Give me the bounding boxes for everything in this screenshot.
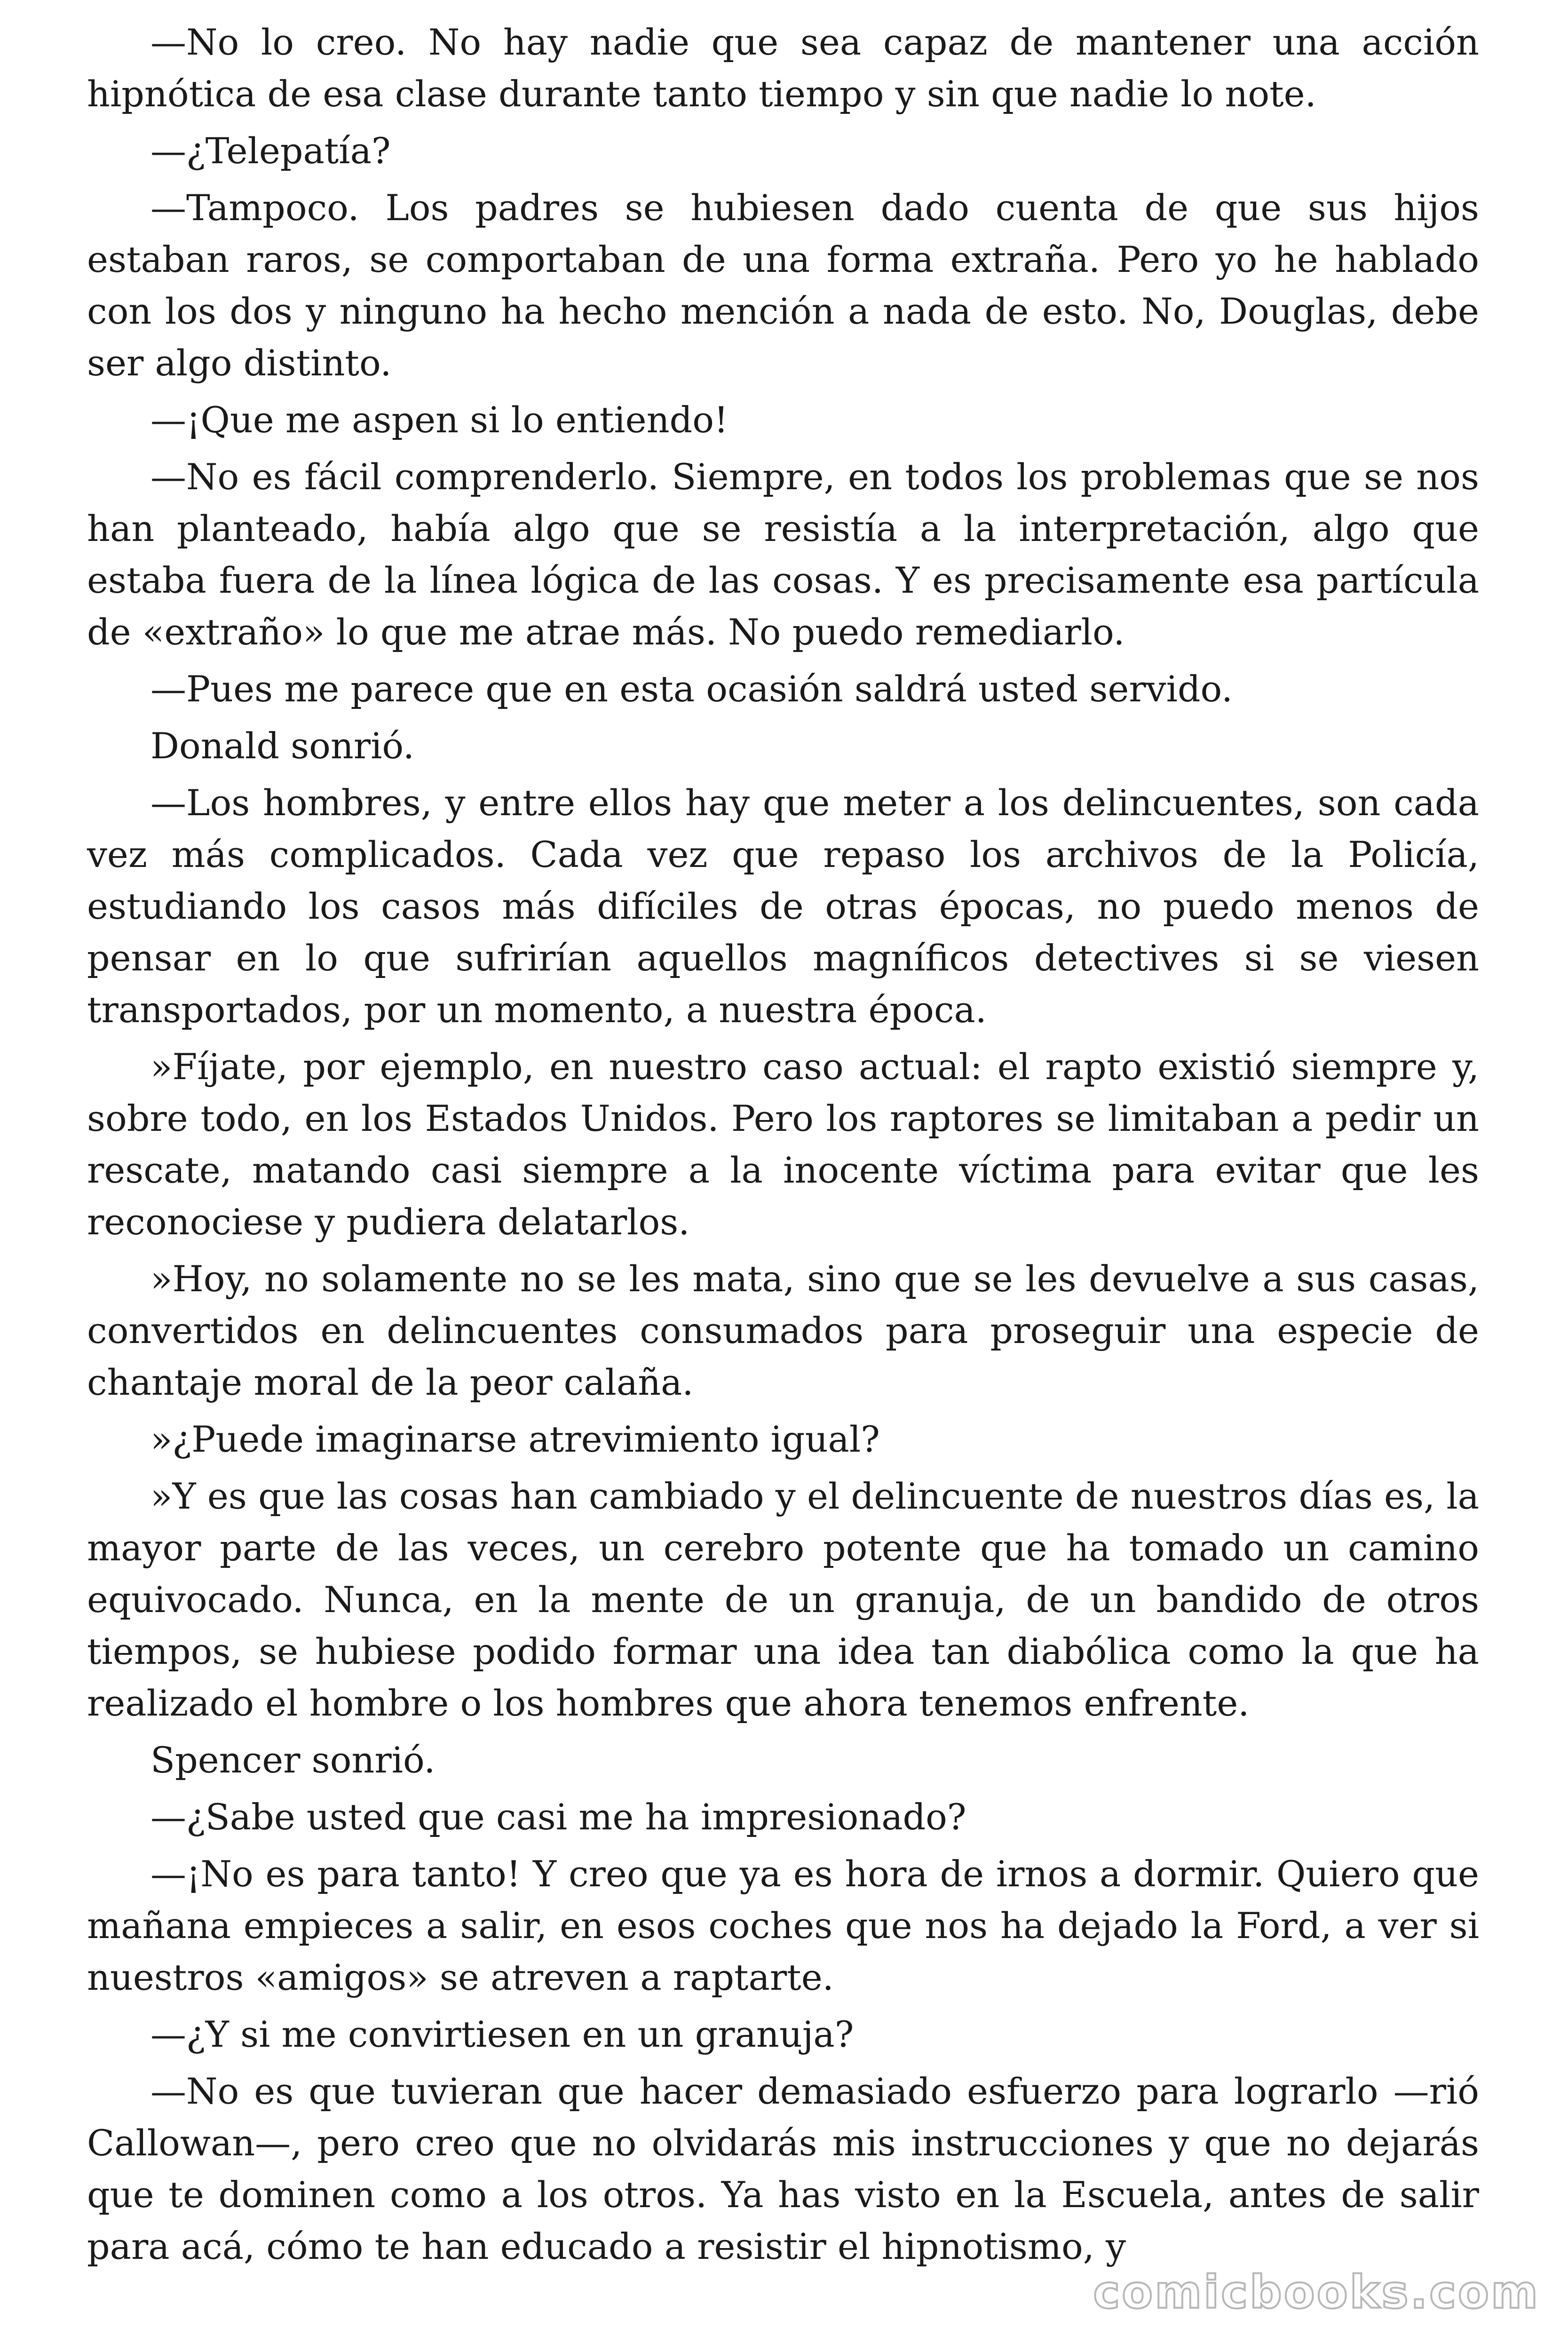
paragraph: —Pues me parece que en esta ocasión saldrá usted servido. xyxy=(150,668,1233,710)
watermark: comicbooks.com xyxy=(1093,2266,1540,2319)
paragraph: —¿Y si me convirtiesen en un granuja? xyxy=(150,2013,854,2055)
paragraph: —No es fácil comprenderlo. Siempre, en todos los problemas que se nos han planteado, había algo que se resistía a la interpretación, algo que estaba fuera de la línea lógica de las cosas. Y es precisamente esa partícula de «extraño» lo que me atrae más. No puedo remediarlo. xyxy=(87,456,1479,653)
paragraph: —¿Sabe usted que casi me ha impresionado? xyxy=(150,1796,966,1838)
paragraph: »Fíjate, por ejemplo, en nuestro caso actual: el rapto existió siempre y, sobre todo, en los Estados Unidos. Pero los raptores se limitaban a pedir un rescate, matando casi siempre a la inocente víctima para evitar que les reconociese y pudiera delatarlos. xyxy=(87,1046,1479,1243)
paragraph: —Los hombres, y entre ellos hay que meter a los delincuentes, son cada vez más complicados. Cada vez que repaso los archivos de la Policía, estudiando los casos más difíciles de otras épocas, no puedo menos de pensar en lo que sufrirían aquellos magníficos detectives si se viesen transportados, por un momento, a nuestra época. xyxy=(87,782,1479,1031)
paragraph: —¡Que me aspen si lo entiendo! xyxy=(150,399,729,441)
paragraph: —Tampoco. Los padres se hubiesen dado cuenta de que sus hijos estaban raros, se comportaban de una forma extraña. Pero yo he hablado con los dos y ninguno ha hecho mención a nada de esto. No, Douglas, debe ser algo distinto. xyxy=(87,187,1479,384)
paragraph: Spencer sonrió. xyxy=(150,1739,436,1781)
paragraph: —No lo creo. No hay nadie que sea capaz de mantener una acción hipnótica de esa clase durante tanto tiempo y sin que nadie lo note. xyxy=(87,21,1479,115)
paragraph: —¿Telepatía? xyxy=(150,130,391,172)
paragraph: —No es que tuvieran que hacer demasiado esfuerzo para lograrlo —rió Callowan—, pero creo que no olvidarás mis instrucciones y que no dejarás que te dominen como a los otros. Ya has visto en la Escuela, antes de salir para acá, cómo te han educado a resistir el hipnotismo, y xyxy=(87,2070,1479,2267)
paragraph: —¡No es para tanto! Y creo que ya es hora de irnos a dormir. Quiero que mañana empieces a salir, en esos coches que nos ha dejado la Ford, a ver si nuestros «amigos» se atreven a raptarte. xyxy=(87,1853,1479,1998)
paragraph: »Hoy, no solamente no se les mata, sino que se les devuelve a sus casas, convertidos en delincuentes consumados para proseguir una especie de chantaje moral de la peor calaña. xyxy=(87,1258,1479,1403)
paragraph: Donald sonrió. xyxy=(150,725,414,767)
page-body xyxy=(87,16,1479,2278)
paragraph: »Y es que las cosas han cambiado y el delincuente de nuestros días es, la mayor parte de las veces, un cerebro potente que ha tomado un camino equivocado. Nunca, en la mente de un granuja, de un bandido de otros tiempos, se hubiese podido formar una idea tan diabólica como la que ha realizado el hombre o los hombres que ahora tenemos enfrente. xyxy=(87,1475,1479,1724)
paragraph: »¿Puede imaginarse atrevimiento igual? xyxy=(150,1418,880,1460)
